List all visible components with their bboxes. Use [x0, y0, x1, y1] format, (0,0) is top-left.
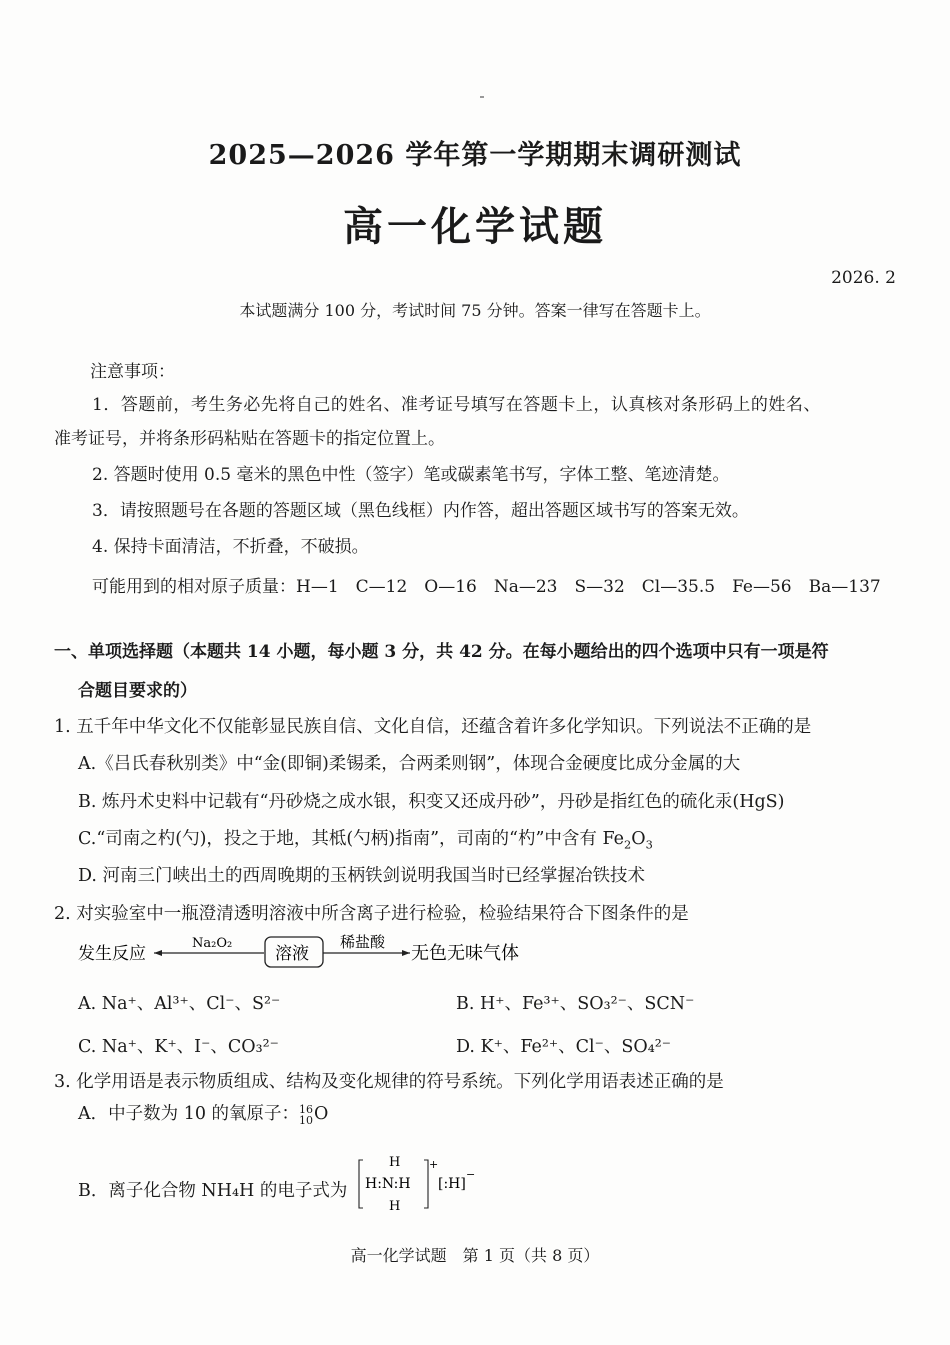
q2-reaction-diagram: [78, 932, 558, 972]
q3-electron-formula: [356, 1152, 476, 1214]
notice-item-3: 3．请按照题号在各题的答题区域（黑色线框）内作答，超出答题区域书写的答案无效。: [92, 501, 749, 521]
formula-right-bracket: [424, 1160, 428, 1208]
q3-option-b-text: B．离子化合物 NH₄H 的电子式为: [78, 1181, 348, 1201]
section-1-heading: 一、单项选择题（本题共 14 小题，每小题 3 分，共 42 分。在每小题给出的四个选项中只有一项是符: [54, 642, 829, 662]
exam-title: 2025—2026 学年第一学期期末调研测试: [208, 140, 742, 171]
q3-isotope-symbol: O: [314, 1104, 329, 1124]
q3-mass-number: 16: [299, 1102, 314, 1116]
q3-stem: 3. 化学用语是表示物质组成、结构及变化规律的符号系统。下列化学用语表述正确的是: [54, 1072, 724, 1092]
q1-stem: 1. 五千年中华文化不仅能彰显民族自信、文化自信，还蕴含着许多化学知识。下列说法不正确的是: [54, 717, 812, 737]
q3-atomic-number: 10: [299, 1113, 314, 1127]
diagram-box-text: 溶液: [275, 944, 309, 964]
formula-h-top: H: [389, 1155, 401, 1170]
q3-option-a-text: A．中子数为 10 的氧原子：: [78, 1104, 300, 1124]
diagram-left-arrowhead: [154, 950, 162, 956]
q3-option-a: [78, 1100, 328, 1126]
q1-option-a: A.《吕氏春秋别类》中“金(即铜)柔锡柔，合两柔则钢”，体现合金硬度比成分金属的大: [78, 754, 741, 774]
q1-option-c-sub-1: 2: [624, 837, 632, 852]
q2-option-d: D. K⁺、Fe²⁺、Cl⁻、SO₄²⁻: [456, 1037, 671, 1057]
formula-anion: [:H]: [438, 1176, 466, 1192]
q3-isotope-numbers: [299, 1104, 313, 1126]
formula-cation-charge: +: [429, 1158, 439, 1171]
q2-option-c: C. Na⁺、K⁺、I⁻、CO₃²⁻: [78, 1037, 279, 1057]
q1-option-d: D. 河南三门峡出土的西周晚期的玉柄铁剑说明我国当时已经掌握冶铁技术: [78, 866, 646, 886]
notice-item-1-line-1: 1．答题前，考生务必先将自己的姓名、准考证号填写在答题卡上，认真核对条形码上的姓名、: [92, 395, 821, 415]
q1-option-c-sub-2: 3: [645, 837, 653, 852]
q1-option-b: B. 炼丹术史料中记载有“丹砂烧之成水银，积变又还成丹砂”，丹砂是指红色的硫化汞(HgS): [78, 792, 785, 812]
q2-option-a: A. Na⁺、Al³⁺、Cl⁻、S²⁻: [78, 994, 281, 1014]
section-1-heading-cont: 合题目要求的）: [78, 681, 197, 701]
notice-heading: 注意事项：: [90, 362, 175, 382]
diagram-reagent-right: 稀盐酸: [340, 933, 386, 951]
formula-left-bracket: [359, 1160, 363, 1208]
diagram-right-arrowhead: [402, 950, 410, 956]
subject-title: 高一化学试题: [343, 203, 607, 250]
q1-option-c-text: C.“司南之杓(勺)，投之于地，其柢(勺柄)指南”，司南的“杓”中含有 Fe: [78, 829, 625, 849]
q2-stem: 2. 对实验室中一瓶澄清透明溶液中所含离子进行检验，检验结果符合下图条件的是: [54, 904, 689, 924]
notice-item-2: 2. 答题时使用 0.5 毫米的黑色中性（签字）笔或碳素笔书写，字体工整、笔迹清楚。: [92, 465, 730, 485]
page-footer: 高一化学试题 第 1 页（共 8 页）: [350, 1246, 600, 1265]
exam-date: 2026. 2: [831, 268, 896, 288]
q1-option-c-o: O: [631, 829, 646, 849]
atomic-masses: 可能用到的相对原子质量：H—1 C—12 O—16 Na—23 S—32 Cl—35.5 Fe—56 Ba—137: [92, 577, 881, 597]
q1-option-c: [78, 825, 653, 852]
diagram-reagent-left: Na₂O₂: [192, 936, 233, 951]
formula-anion-charge: −: [466, 1168, 476, 1181]
exam-intro: 本试题满分 100 分，考试时间 75 分钟。答案一律写在答题卡上。: [239, 301, 711, 320]
formula-cation-middle: H:N:H: [365, 1176, 411, 1192]
q2-option-b: B. H⁺、Fe³⁺、SO₃²⁻、SCN⁻: [456, 994, 695, 1014]
scan-mark: [480, 96, 484, 98]
diagram-right-text: 无色无味气体: [411, 943, 519, 964]
notice-item-1-line-2: 准考证号，并将条形码粘贴在答题卡的指定位置上。: [54, 429, 445, 449]
formula-h-bottom: H: [389, 1199, 401, 1214]
notice-item-4: 4. 保持卡面清洁，不折叠，不破损。: [92, 537, 369, 557]
diagram-left-text: 发生反应: [78, 944, 146, 964]
